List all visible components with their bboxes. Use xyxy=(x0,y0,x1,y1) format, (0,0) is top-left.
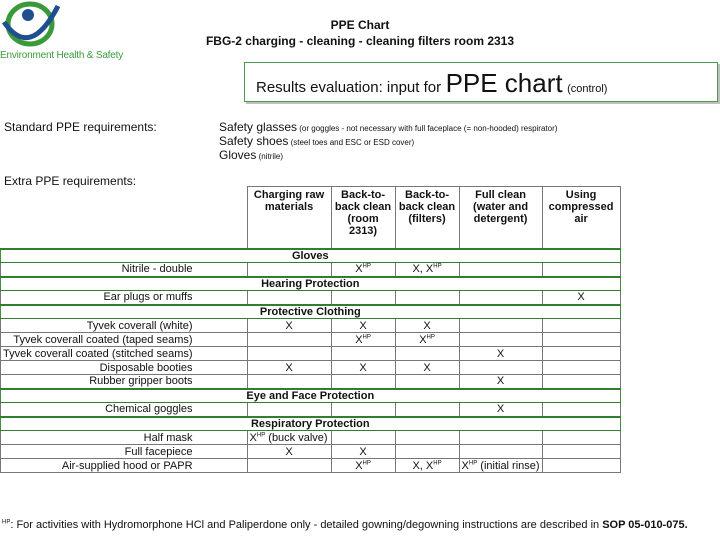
row-value-cell xyxy=(542,403,620,417)
row-value-cell xyxy=(247,263,331,277)
row-value-sup: HP xyxy=(433,263,442,270)
ppe-table-body xyxy=(1,187,621,473)
table-row xyxy=(1,333,621,347)
row-value-sup: HP xyxy=(468,459,478,466)
table-row xyxy=(1,459,621,473)
group-band-row xyxy=(1,277,621,291)
row-value-cell xyxy=(459,333,542,347)
standard-label: Standard PPE requirements: xyxy=(4,120,157,134)
row-value: X xyxy=(577,291,585,304)
row-value-sup: HP xyxy=(433,459,442,466)
row-item-label: Half mask xyxy=(1,431,248,445)
standard-line-main: Safety glasses xyxy=(219,120,298,134)
footnote xyxy=(2,519,688,531)
page-subtitle: FBG-2 charging - cleaning - cleaning filters room 2313 xyxy=(205,34,515,48)
group-title: Eye and Face Protection xyxy=(1,389,621,403)
row-value: X xyxy=(496,375,505,388)
row-value-cell xyxy=(542,431,620,445)
row-value-cell xyxy=(459,375,542,389)
footnote-sop-ref: SOP 05-010-075. xyxy=(602,519,688,531)
row-value-cell xyxy=(459,263,542,277)
row-value-cell xyxy=(459,347,542,361)
row-value-cell xyxy=(331,319,395,333)
row-value: X xyxy=(285,361,293,374)
logo-text: Environment Health & Safety xyxy=(0,50,123,61)
ppe-table xyxy=(0,186,621,473)
row-value-cell xyxy=(247,375,331,389)
row-item-label: Air-supplied hood or PAPR xyxy=(1,459,248,473)
table-row xyxy=(1,403,621,417)
standard-line-gloves xyxy=(219,148,283,162)
footnote-sup: HP xyxy=(2,519,11,526)
row-value: X xyxy=(249,431,257,444)
row-value: X xyxy=(359,445,367,458)
row-value-cell xyxy=(331,361,395,375)
row-item-label: Tyvek coverall coated (taped seams) xyxy=(1,333,248,347)
row-value-cell xyxy=(542,459,620,473)
row-item-label: Rubber gripper boots xyxy=(1,375,248,389)
row-value-cell xyxy=(542,319,620,333)
row-value-cell xyxy=(395,403,459,417)
row-value-cell xyxy=(247,445,331,459)
column-header: Back-to-back clean (room 2313) xyxy=(331,187,395,249)
column-header: Back-to-back clean (filters) xyxy=(395,187,459,249)
row-value-cell xyxy=(247,361,331,375)
row-value: X, X xyxy=(412,459,434,472)
row-value-cell xyxy=(331,403,395,417)
row-value-cell xyxy=(542,291,620,305)
row-value: X xyxy=(355,333,363,346)
row-value-cell xyxy=(459,361,542,375)
table-row xyxy=(1,431,621,445)
results-text-c: (control) xyxy=(567,83,608,95)
standard-line-shoes xyxy=(219,134,414,148)
row-value: X xyxy=(423,361,431,374)
group-band-row xyxy=(1,249,621,263)
row-value: X xyxy=(419,333,427,346)
table-row xyxy=(1,361,621,375)
group-band-row xyxy=(1,305,621,319)
row-value-cell xyxy=(331,263,395,277)
row-item-label: Disposable booties xyxy=(1,361,248,375)
row-value-cell xyxy=(395,263,459,277)
row-value-cell xyxy=(459,459,542,473)
row-value-cell xyxy=(331,347,395,361)
row-value-cell xyxy=(542,333,620,347)
row-value: X xyxy=(359,319,367,332)
row-value-cell xyxy=(331,375,395,389)
group-title: Protective Clothing xyxy=(1,305,621,319)
footnote-text: : For activities with Hydromorphone HCl and Paliperdone only - detailed gowning/degowning instructions are described in xyxy=(10,519,603,531)
row-value-cell xyxy=(459,431,542,445)
row-value-cell xyxy=(331,459,395,473)
group-title: Gloves xyxy=(1,249,621,263)
standard-line-main: Gloves xyxy=(219,148,257,162)
row-item-label: Full facepiece xyxy=(1,445,248,459)
standard-line-main: Safety shoes xyxy=(219,134,289,148)
row-value-cell xyxy=(542,375,620,389)
row-value: X xyxy=(496,403,505,416)
table-row xyxy=(1,263,621,277)
results-heading xyxy=(256,68,607,99)
row-value-cell xyxy=(459,319,542,333)
row-value-cell xyxy=(542,263,620,277)
row-value-cell xyxy=(247,291,331,305)
row-value-sup: HP xyxy=(362,333,371,340)
row-value-cell xyxy=(395,361,459,375)
group-title: Respiratory Protection xyxy=(1,417,621,431)
row-value-cell xyxy=(395,319,459,333)
row-value-sup: HP xyxy=(426,333,435,340)
table-row xyxy=(1,319,621,333)
row-value-cell xyxy=(395,333,459,347)
row-value-cell xyxy=(247,319,331,333)
row-value: X xyxy=(461,459,469,472)
standard-line-note: (or goggles - not necessary with full faceplace (= non-hooded) respirator) xyxy=(297,124,558,133)
row-value-cell xyxy=(395,431,459,445)
row-value-cell xyxy=(395,347,459,361)
header-blank-cell xyxy=(1,187,248,249)
row-value-cell xyxy=(247,431,331,445)
group-title: Hearing Protection xyxy=(1,277,621,291)
row-value-sup: HP xyxy=(362,459,371,466)
row-item-label: Chemical goggles xyxy=(1,403,248,417)
standard-line-glasses xyxy=(219,120,557,134)
column-header: Using compressed air xyxy=(542,187,620,249)
row-value-cell xyxy=(459,445,542,459)
row-value: X xyxy=(423,319,431,332)
group-band-row xyxy=(1,417,621,431)
row-value-cell xyxy=(247,459,331,473)
row-value-note: (buck valve) xyxy=(265,431,328,444)
standard-line-note: (nitrile) xyxy=(256,152,284,161)
row-value-cell xyxy=(459,291,542,305)
row-value-cell xyxy=(247,333,331,347)
results-text-a: Results evaluation: input for xyxy=(256,79,442,96)
row-value-cell xyxy=(247,403,331,417)
row-value-cell xyxy=(395,445,459,459)
row-value-note: (initial rinse) xyxy=(477,459,540,472)
column-header: Full clean (water and detergent) xyxy=(459,187,542,249)
row-value-cell xyxy=(395,375,459,389)
row-value-cell xyxy=(542,361,620,375)
row-item-label: Nitrile - double xyxy=(1,263,248,277)
header-row xyxy=(1,187,621,249)
row-value-cell xyxy=(395,291,459,305)
column-header: Charging raw materials xyxy=(247,187,331,249)
group-band-row xyxy=(1,389,621,403)
results-text-b: PPE chart xyxy=(445,68,563,98)
row-value-cell xyxy=(331,333,395,347)
row-value-cell xyxy=(542,445,620,459)
row-value: X, X xyxy=(412,263,434,276)
row-value-cell xyxy=(331,291,395,305)
table-row xyxy=(1,347,621,361)
row-value-cell xyxy=(331,445,395,459)
row-value-sup: HP xyxy=(256,431,266,438)
row-value-cell xyxy=(331,431,395,445)
row-value: X xyxy=(285,445,293,458)
row-item-label: Ear plugs or muffs xyxy=(1,291,248,305)
row-value-cell xyxy=(395,459,459,473)
row-item-label: Tyvek coverall (white) xyxy=(1,319,248,333)
row-value-sup: HP xyxy=(362,263,371,270)
row-value: X xyxy=(355,459,363,472)
row-value: X xyxy=(355,263,363,276)
row-value-cell xyxy=(542,347,620,361)
table-row xyxy=(1,375,621,389)
table-row xyxy=(1,445,621,459)
row-item-label: Tyvek coverall coated (stitched seams) xyxy=(1,347,248,361)
standard-line-note: (steel toes and ESC or ESD cover) xyxy=(288,138,415,147)
page-title: PPE Chart xyxy=(330,18,390,32)
extra-label: Extra PPE requirements: xyxy=(4,174,137,188)
row-value: X xyxy=(359,361,367,374)
row-value: X xyxy=(496,347,505,360)
row-value: X xyxy=(285,319,293,332)
row-value-cell xyxy=(247,347,331,361)
table-row xyxy=(1,291,621,305)
row-value-cell xyxy=(459,403,542,417)
